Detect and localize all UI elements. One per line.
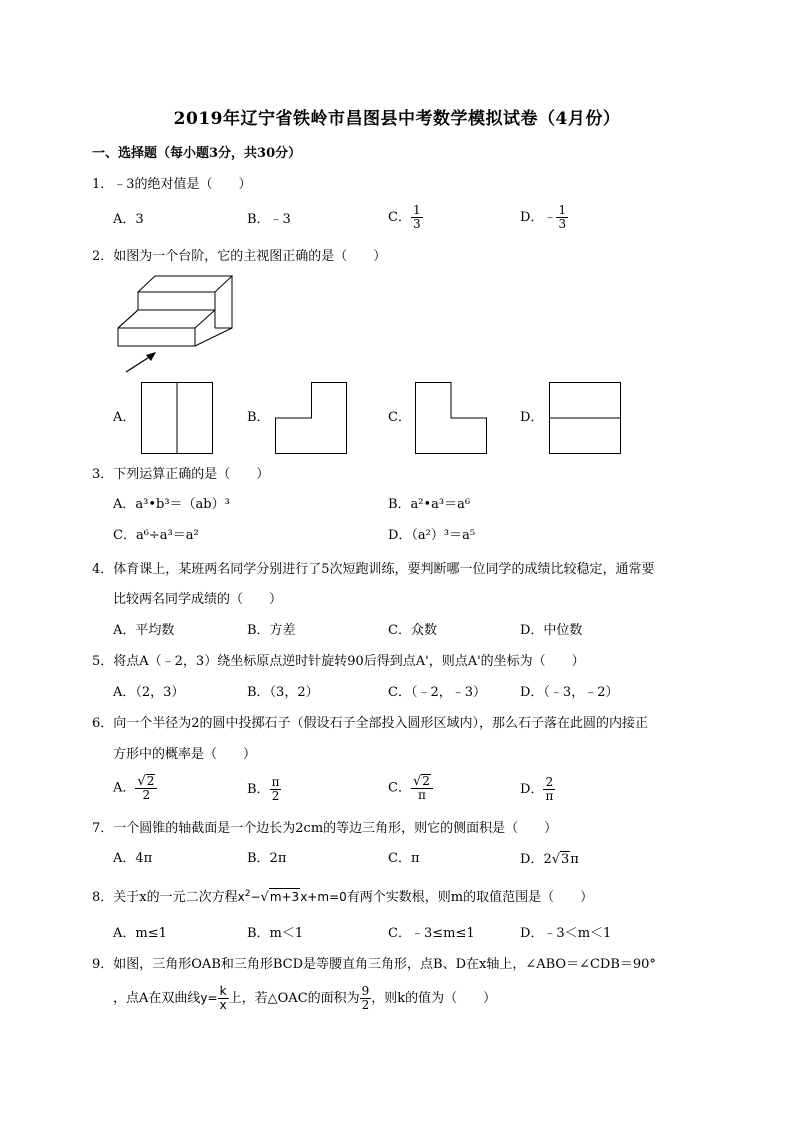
fraction-numerator: 1	[558, 203, 567, 217]
fraction-denominator: x	[219, 998, 227, 1012]
fraction-denominator: 2	[271, 789, 280, 803]
staircase-figure	[110, 272, 240, 380]
eq-minus: −	[250, 890, 261, 904]
q3-option-a: A．a³•b³＝（ab）³	[113, 497, 230, 512]
radicand: 3	[561, 852, 570, 867]
q4-option-c: C．众数	[388, 623, 437, 638]
fraction-numerator	[411, 774, 433, 789]
fraction-denominator: 2	[361, 998, 370, 1012]
pi-symbol: π	[570, 852, 579, 867]
q5-option-b: B．（3，2）	[247, 685, 319, 700]
question-3-stem: 3．下列运算正确的是（ ）	[92, 467, 270, 482]
q7-option-d-label: D．	[520, 852, 544, 867]
q4-option-d: D．中位数	[520, 623, 583, 638]
q6-option-c	[388, 774, 433, 802]
question-9-line-1: 9．如图，三角形OAB和三角形BCD是等腰直角三角形，点B、D在x轴上，∠ABO＝∠CDB＝90°	[92, 957, 656, 972]
question-9-line-2	[113, 985, 496, 1012]
q2-option-b-figure	[275, 382, 347, 454]
q8-equation	[238, 890, 347, 904]
eq-rest: x+m=0	[300, 890, 347, 904]
q7-option-d	[520, 851, 579, 868]
q9-line2-prefix: ，点A在双曲线	[113, 991, 201, 1006]
fraction-denominator: π	[417, 788, 426, 802]
q2-option-c-figure	[415, 382, 487, 454]
q2-option-a: A．	[113, 410, 136, 425]
fraction-numerator: π	[271, 775, 280, 789]
q5-option-a: A．（2，3）	[113, 685, 185, 700]
radical-sign: √	[412, 774, 422, 789]
question-5-stem: 5．将点A（﹣2，3）绕坐标原点逆时针旋转90后得到点A'，则点A'的坐标为（ ）	[92, 654, 585, 669]
eq-exponent: 2	[244, 889, 251, 899]
section-heading: 一、选择题（每小题3分，共30分）	[92, 146, 302, 161]
fraction-numerator: 1	[412, 203, 421, 217]
q1-option-c	[388, 204, 423, 231]
q6-option-a	[113, 774, 157, 802]
q2-option-b: B．	[247, 410, 270, 425]
q2-option-c: C．	[388, 410, 411, 425]
q8-stem-prefix: 8．关于x的一元二次方程	[92, 890, 238, 905]
q3-option-c: C．a⁶÷a³＝a²	[113, 528, 199, 543]
radicand: 2	[146, 774, 155, 788]
q6-option-d-label: D．	[520, 782, 544, 797]
q6-option-d	[520, 776, 555, 803]
q2-option-d-figure	[549, 382, 621, 454]
q9-line2-middle: 上，若△OAC的面积为	[228, 991, 360, 1006]
radicand: m+3	[269, 890, 300, 904]
q8-option-a: A．m≤1	[113, 926, 167, 941]
question-8-stem	[92, 888, 593, 906]
q1-option-c-fraction	[411, 204, 423, 231]
radical-sign: √	[137, 774, 146, 789]
q8-option-b: B．m＜1	[247, 926, 304, 941]
q6-option-c-fraction	[411, 774, 433, 802]
fraction-numerator: 2	[543, 776, 555, 790]
question-4-line-1: 4．体育课上，某班两名同学分别进行了5次短跑训练，要判断哪一位同学的成绩比较稳定，通常要	[92, 562, 655, 577]
question-6-line-2: 方形中的概率是（ ）	[113, 747, 257, 762]
q3-option-b: B．a²•a³＝a⁶	[388, 497, 471, 512]
q7-option-c: C．π	[388, 851, 420, 866]
eq-x: x	[237, 890, 245, 904]
q8-option-d: D．﹣3＜m＜1	[520, 926, 612, 941]
q1-option-c-label: C．	[388, 210, 411, 225]
question-2-stem: 2．如图为一个台阶，它的主视图正确的是（ ）	[92, 249, 387, 264]
radical-sign: √	[260, 890, 269, 905]
q5-option-c: C．（﹣2，﹣3）	[388, 685, 486, 700]
q6-option-b	[247, 776, 281, 803]
fraction-numerator: k	[218, 985, 229, 999]
fraction-numerator	[135, 774, 157, 789]
q6-option-c-label: C．	[388, 780, 411, 796]
q1-option-d	[520, 204, 568, 231]
q6-option-a-label: A．	[113, 780, 136, 796]
q1-option-a: A．3	[113, 212, 144, 227]
fraction-numerator: 9	[361, 984, 370, 998]
fraction-denominator: 2	[142, 788, 151, 802]
q5-option-d: D．（﹣3，﹣2）	[520, 685, 619, 700]
q1-option-d-fraction	[556, 204, 568, 231]
q9-equation-lhs: y=	[200, 991, 218, 1005]
q3-option-d: D．（a²）³＝a⁵	[388, 528, 476, 543]
q6-option-a-fraction	[135, 774, 157, 802]
q1-option-d-label: D．	[520, 210, 544, 225]
question-6-line-1: 6．向一个半径为2的圆中投掷石子（假设石子全部投入圆形区域内），那么石子落在此圆的内接正	[92, 716, 649, 731]
fraction-denominator: π	[545, 789, 554, 803]
q2-option-a-figure	[141, 382, 213, 454]
q6-option-b-label: B．	[247, 782, 270, 797]
radical-sign: √	[551, 852, 561, 867]
q7-option-b: B．2π	[247, 851, 287, 866]
fraction-denominator: 3	[412, 217, 421, 231]
radicand: 2	[422, 774, 430, 788]
q9-line2-suffix: ，则k的值为（ ）	[371, 991, 497, 1006]
page-title: 2019年辽宁省铁岭市昌图县中考数学模拟试卷（4月份）	[173, 109, 621, 129]
q9-area-fraction	[360, 985, 372, 1012]
q8-option-c: C．﹣3≤m≤1	[388, 926, 475, 941]
q6-option-b-fraction	[270, 776, 282, 803]
q1-option-b: B．﹣3	[247, 212, 291, 227]
coefficient: 2	[543, 852, 552, 867]
question-1-stem: 1．﹣3的绝对值是（ ）	[92, 177, 252, 192]
q4-option-b: B．方差	[247, 623, 296, 638]
fraction-denominator: 3	[558, 217, 567, 231]
q2-option-d: D．	[520, 410, 544, 425]
q8-stem-suffix: 有两个实数根，则m的取值范围是（ ）	[346, 890, 594, 905]
q7-option-a: A．4π	[113, 851, 153, 866]
question-7-stem: 7．一个圆锥的轴截面是一个边长为2cm的等边三角形，则它的侧面积是（ ）	[92, 821, 558, 836]
minus-sign: ﹣	[543, 210, 557, 225]
q9-equation-fraction	[218, 985, 229, 1012]
q6-option-d-fraction	[543, 776, 555, 803]
q4-option-a: A．平均数	[113, 623, 175, 638]
question-4-line-2: 比较两名同学成绩的（ ）	[113, 592, 283, 607]
